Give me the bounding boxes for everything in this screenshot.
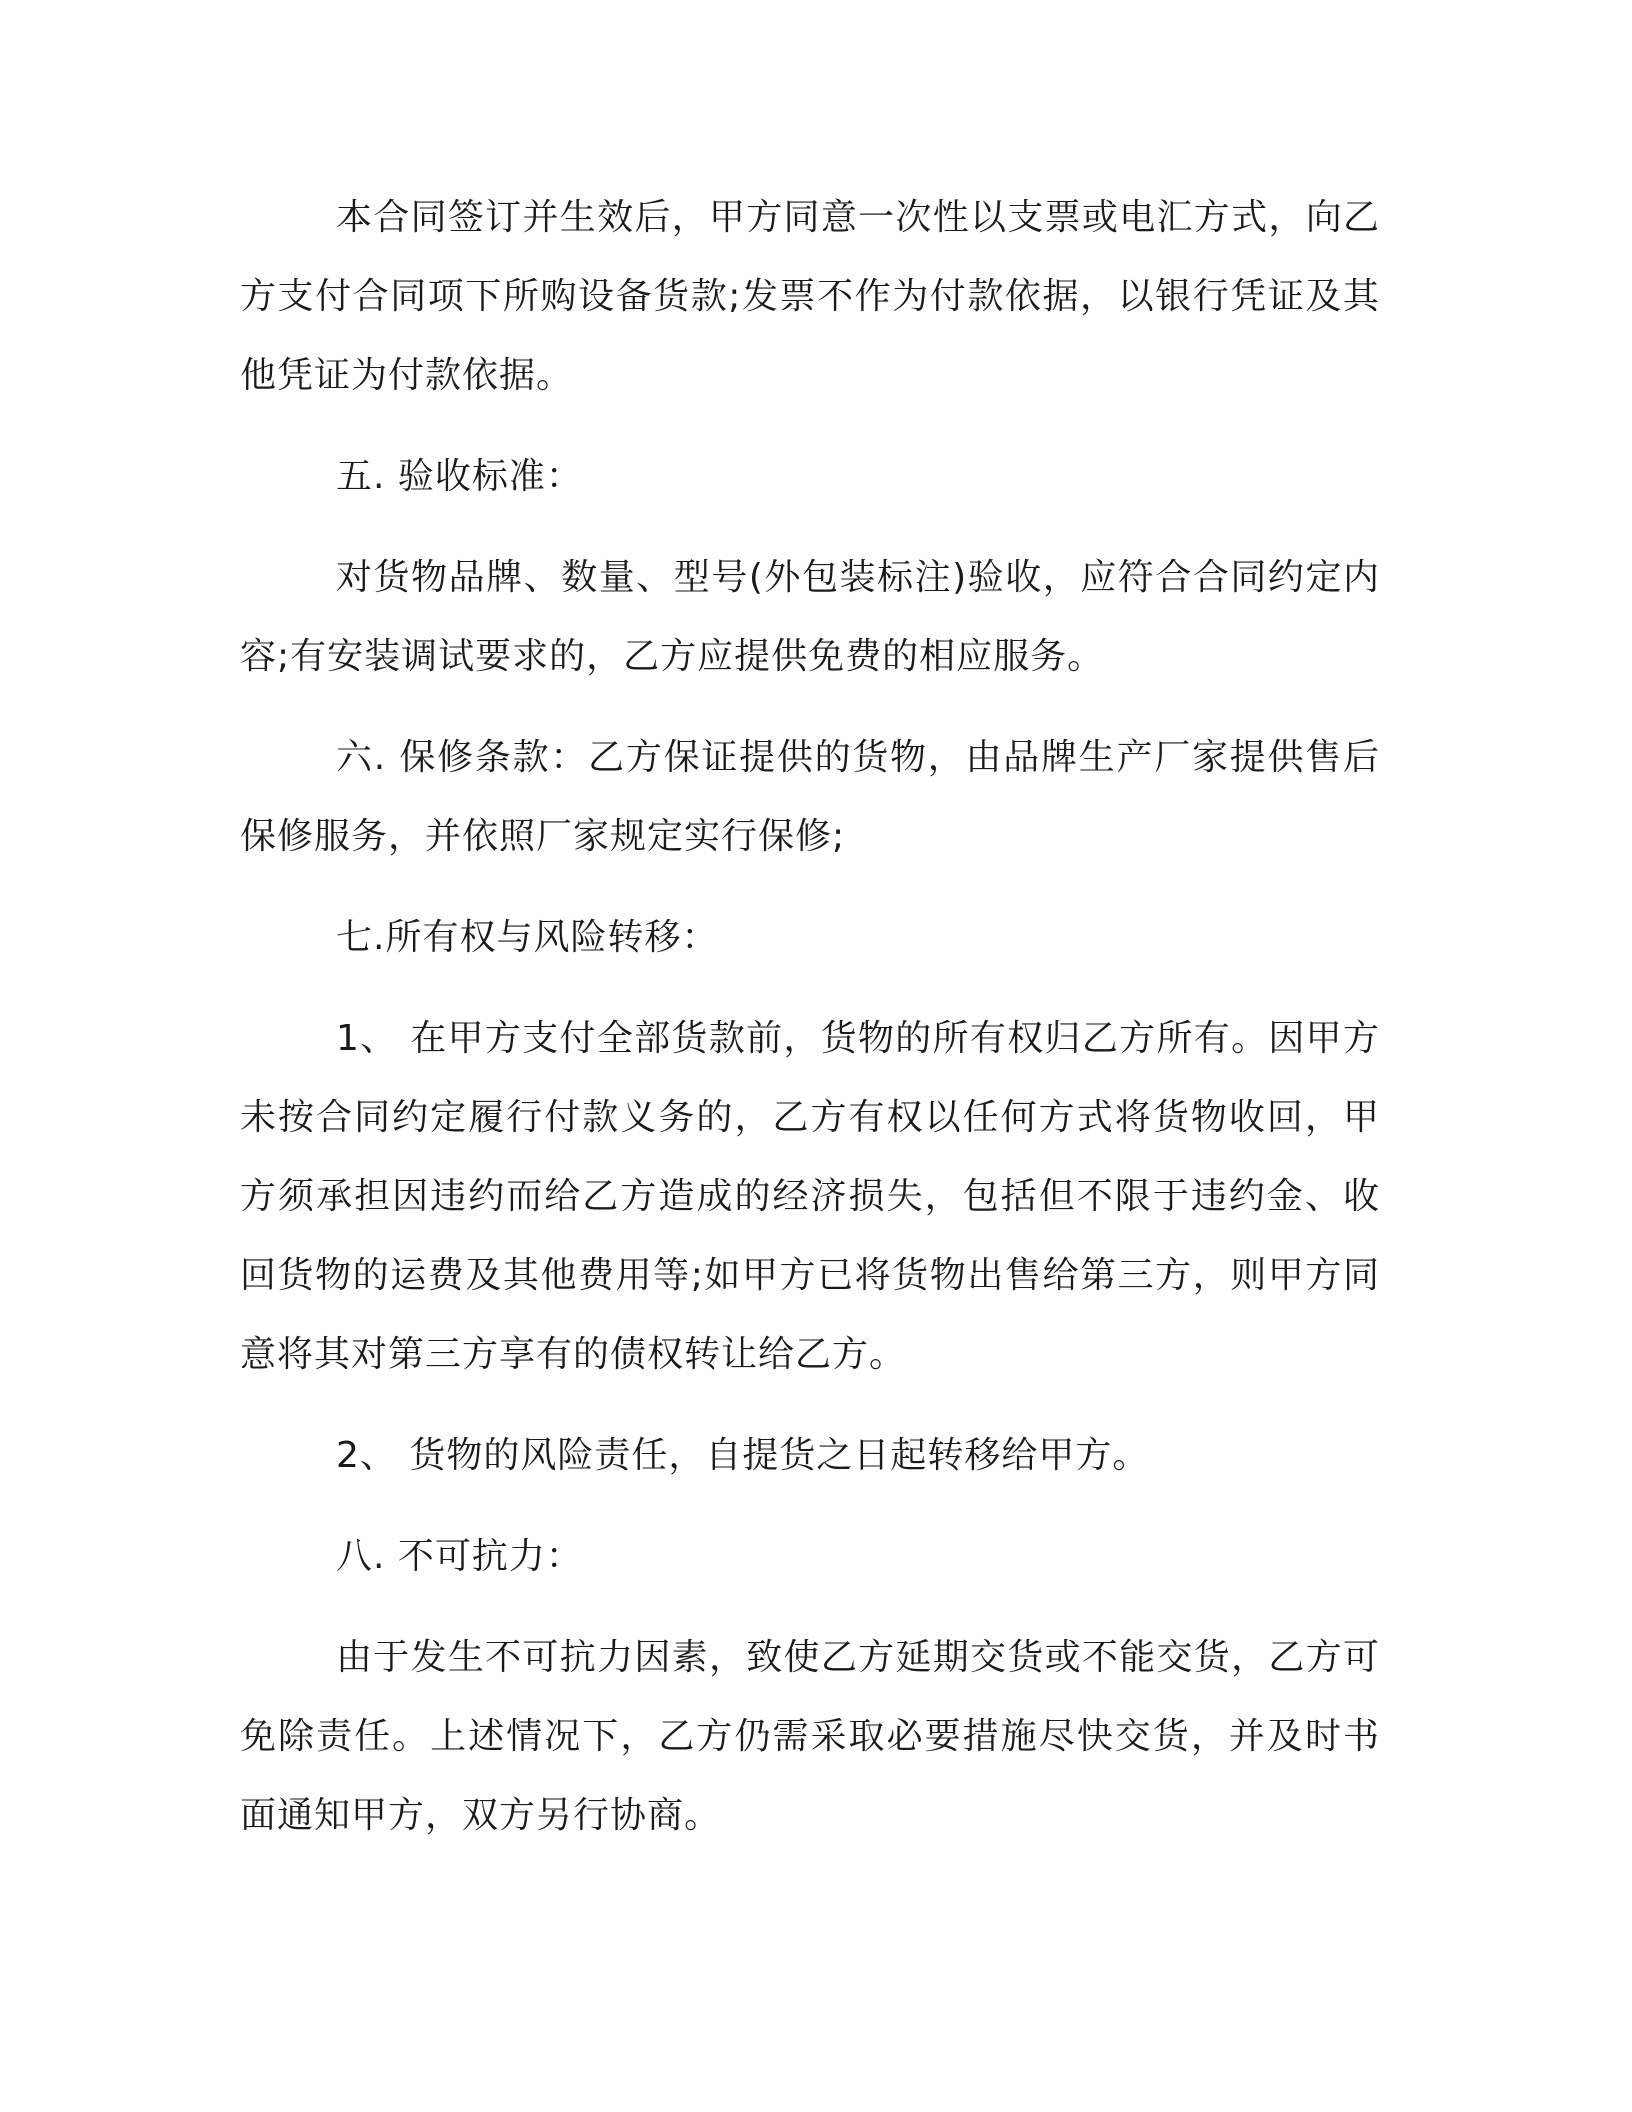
ownership-risk-heading: 七.所有权与风险转移： <box>336 917 719 958</box>
force-majeure-heading: 八. 不可抗力： <box>336 1536 583 1577</box>
payment-terms-paragraph: 本合同签订并生效后，甲方同意一次性以支票或电汇方式，向乙方支付合同项下所购设备货款;发票不作为付款依据，以银行凭证及其他凭证为付款依据。 <box>240 197 1380 396</box>
acceptance-standard-paragraph: 对货物品牌、数量、型号(外包装标注)验收，应符合合同约定内容;有安装调试要求的，乙方应提供免费的相应服务。 <box>240 557 1380 677</box>
document-body <box>240 178 1380 1877</box>
force-majeure-paragraph: 由于发生不可抗力因素，致使乙方延期交货或不能交货，乙方可免除责任。上述情况下，乙方仍需采取必要措施尽快交货，并及时书面通知甲方，双方另行协商。 <box>240 1637 1380 1836</box>
acceptance-standard-heading: 五. 验收标准： <box>336 456 583 497</box>
ownership-item-1-paragraph: 1、 在甲方支付全部货款前，货物的所有权归乙方所有。因甲方未按合同约定履行付款义务的，乙方有权以任何方式将货物收回，甲方须承担因违约而给乙方造成的经济损失，包括但不限于违约金、收回货物的运费及其他费用等;如甲方已将货物出售给第三方，则甲方同意将其对第三方享有的债权转让给乙方。 <box>240 1018 1380 1375</box>
ownership-item-2-paragraph: 2、 货物的风险责任，自提货之日起转移给甲方。 <box>336 1435 1150 1476</box>
warranty-clause-paragraph: 六. 保修条款：乙方保证提供的货物，由品牌生产厂家提供售后保修服务，并依照厂家规定实行保修; <box>240 737 1380 857</box>
